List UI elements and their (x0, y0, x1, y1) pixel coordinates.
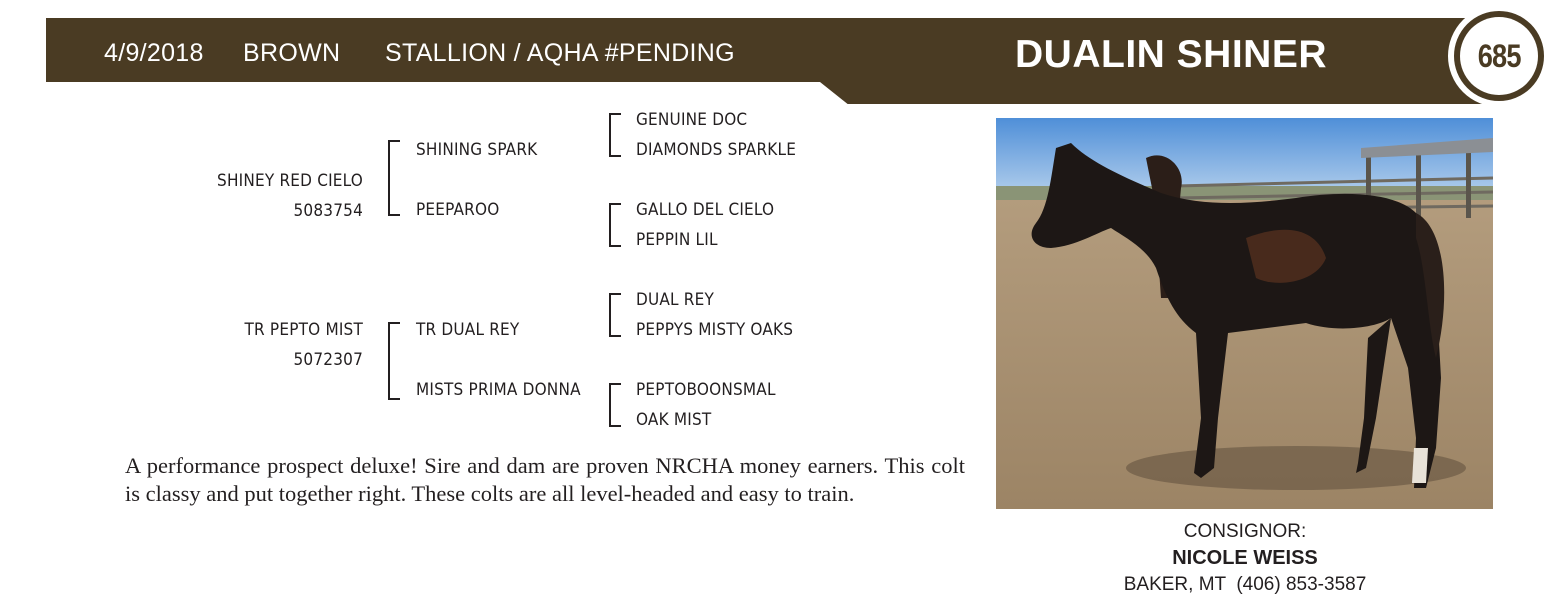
sire-dam: PEEPAROO (416, 200, 500, 220)
gen3-name: DUAL REY (636, 290, 715, 310)
sex-registry: STALLION / AQHA #PENDING (385, 39, 735, 67)
consignor-label: CONSIGNOR: (1183, 521, 1307, 542)
gen3-name: PEPTOBOONSMAL (636, 380, 776, 400)
gen3-name: OAK MIST (636, 410, 712, 430)
gen3-name: DIAMONDS SPARKLE (636, 140, 797, 160)
dam-sire: TR DUAL REY (416, 320, 520, 340)
sire-sire: SHINING SPARK (416, 140, 538, 160)
gen3-name: GALLO DEL CIELO (636, 200, 775, 220)
consignor-name: NICOLE WEISS (1172, 547, 1318, 569)
dam-dam: MISTS PRIMA DONNA (416, 380, 581, 400)
gen3-name: GENUINE DOC (636, 110, 748, 130)
pedigree-bracket (609, 383, 621, 427)
gen3-name: PEPPIN LIL (636, 230, 718, 250)
dam-name: TR PEPTO MIST (244, 320, 363, 340)
horse-color: BROWN (243, 39, 341, 67)
sire-reg: 5083754 (293, 201, 363, 221)
sire-name: SHINEY RED CIELO (217, 171, 363, 191)
pedigree-bracket (609, 293, 621, 337)
pedigree-bracket (609, 113, 621, 157)
horse-name: DUALIN SHINER (1015, 33, 1328, 76)
consignor-location-phone: BAKER, MT (406) 853-3587 (1123, 574, 1367, 595)
pedigree-bracket (388, 322, 400, 400)
pedigree-bracket (609, 203, 621, 247)
horse-photo (996, 118, 1493, 509)
dam-reg: 5072307 (293, 350, 363, 370)
lot-badge (1448, 5, 1550, 107)
lot-number: 685 (1477, 37, 1521, 74)
foal-date: 4/9/2018 (104, 39, 204, 67)
pedigree-bracket (388, 140, 400, 216)
horse-description: A performance prospect deluxe! Sire and dam are proven NRCHA money earners. This colt is classy and put together right. These colts are all level-headed and easy to train. (125, 453, 965, 506)
gen3-name: PEPPYS MISTY OAKS (636, 320, 794, 340)
header-banner-tail (820, 82, 1510, 104)
